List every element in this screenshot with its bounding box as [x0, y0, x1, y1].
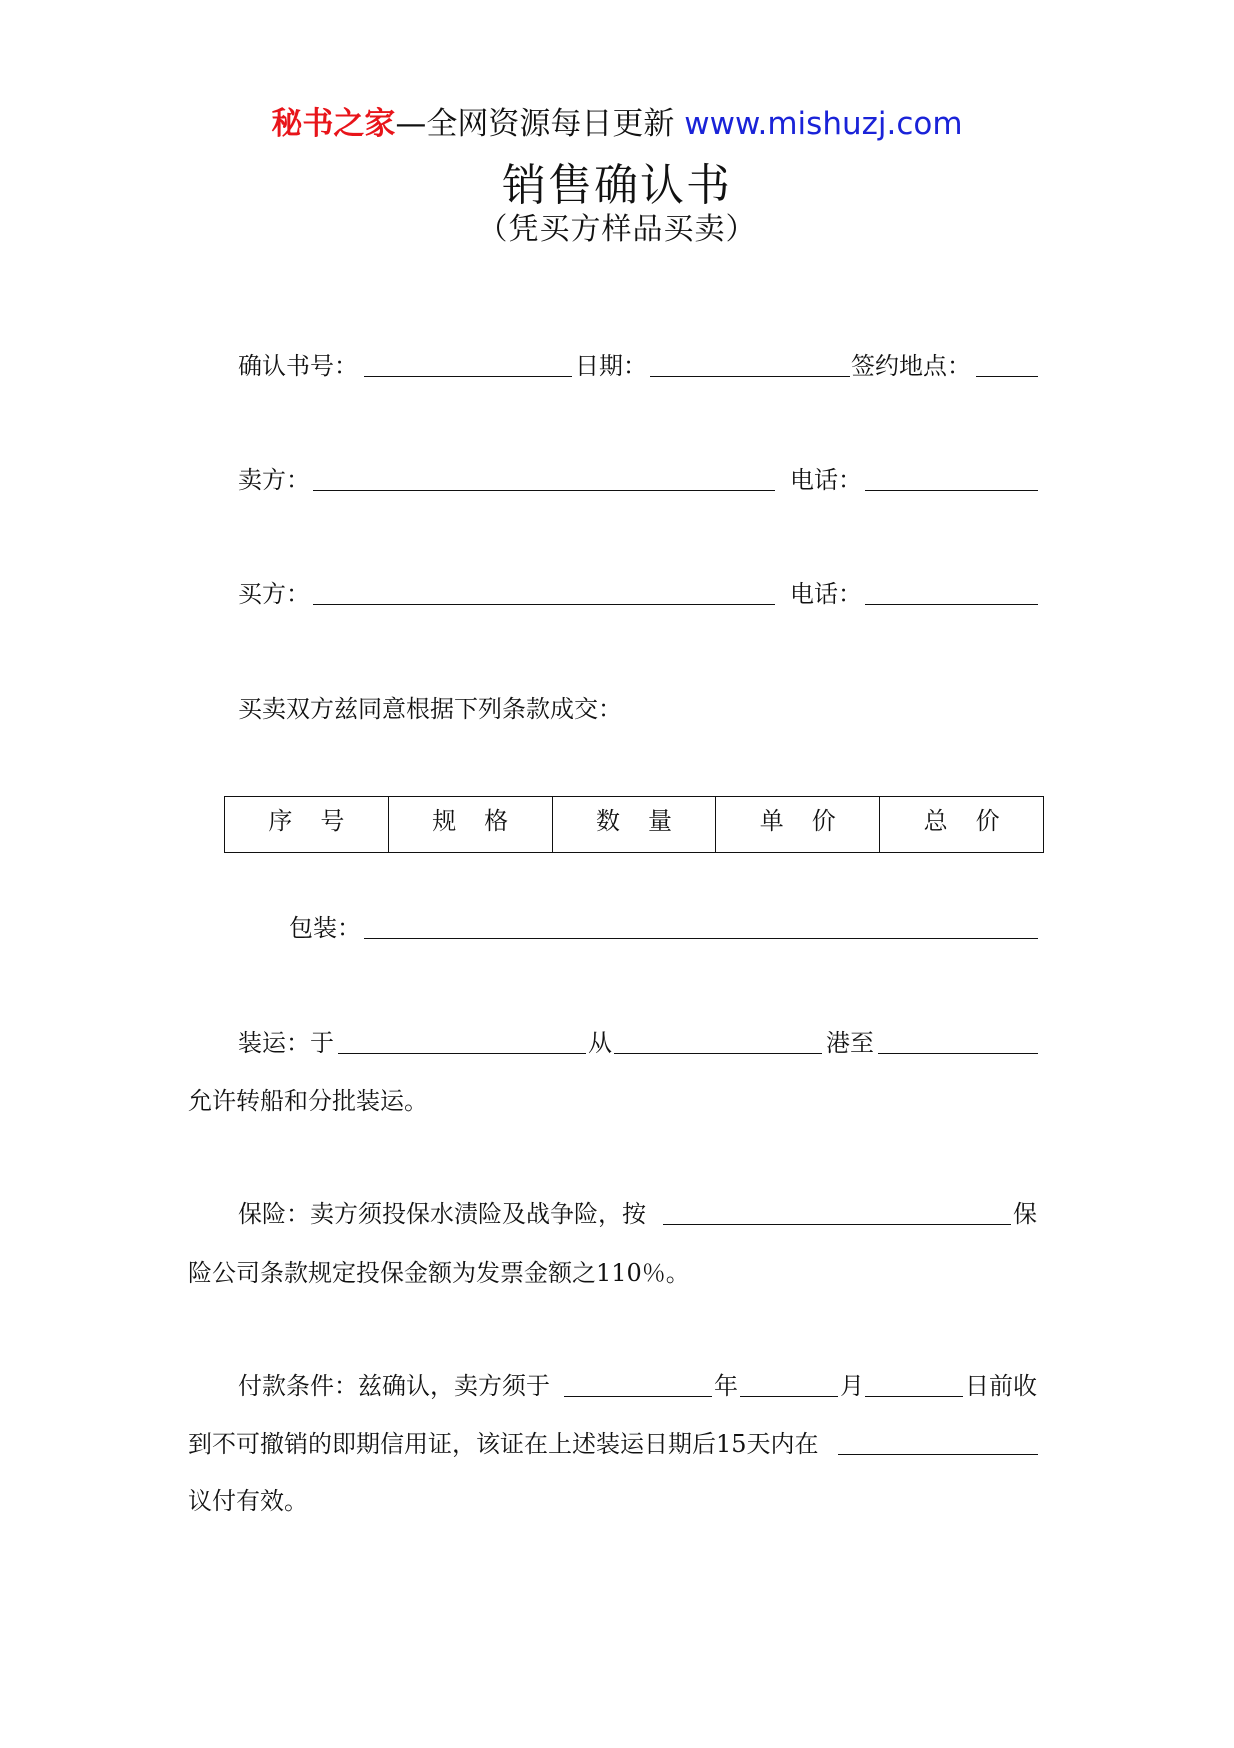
seller-phone-field[interactable]: [865, 490, 1038, 491]
banner-slogan: —全网资源每日更新: [395, 106, 675, 142]
payment-month-label: 月: [840, 1372, 864, 1400]
insurance-tail: 保: [1013, 1200, 1037, 1228]
signing-place-label: 签约地点：: [851, 352, 971, 380]
seller-field[interactable]: [313, 490, 775, 491]
date-field[interactable]: [650, 376, 850, 377]
buyer-field[interactable]: [313, 604, 775, 605]
buyer-label: 买方：: [238, 580, 310, 608]
site-banner: [0, 104, 1234, 144]
seller-label: 卖方：: [238, 466, 310, 494]
header-total-price: 总价: [880, 797, 1044, 853]
signing-place-field[interactable]: [976, 376, 1038, 377]
seller-phone-label: 电话：: [790, 466, 862, 494]
banner-url-link[interactable]: www.mishuzj.com: [684, 106, 963, 142]
payment-month-field[interactable]: [740, 1396, 838, 1397]
header-quantity: 数量: [552, 797, 716, 853]
buyer-phone-label: 电话：: [790, 580, 862, 608]
insurance-company-field[interactable]: [663, 1224, 1011, 1225]
buyer-phone-field[interactable]: [865, 604, 1038, 605]
shipment-note: 允许转船和分批装运。: [188, 1087, 428, 1115]
header-serial-no: 序号: [225, 797, 389, 853]
goods-table: [224, 796, 1044, 853]
payment-day-field[interactable]: [865, 1396, 963, 1397]
confirmation-no-field[interactable]: [364, 376, 572, 377]
insurance-label: 保险：卖方须投保水渍险及战争险，按: [238, 1200, 646, 1228]
packing-label: 包装：: [289, 914, 361, 942]
date-label: 日期：: [575, 352, 647, 380]
payment-label: 付款条件：兹确认，卖方须于: [238, 1372, 550, 1400]
header-unit-price: 单价: [716, 797, 880, 853]
payment-negotiation-place-field[interactable]: [838, 1454, 1038, 1455]
document-title: 销售确认书: [502, 160, 732, 211]
shipment-label: 装运：于: [238, 1029, 334, 1057]
header-specification: 规格: [388, 797, 552, 853]
goods-table-header-row: [225, 797, 1044, 853]
shipment-port-from-field[interactable]: [614, 1053, 822, 1054]
payment-year-label: 年: [714, 1372, 738, 1400]
payment-terms-line: 到不可撤销的即期信用证，该证在上述装运日期后15天内在: [188, 1430, 819, 1458]
payment-year-field[interactable]: [564, 1396, 712, 1397]
packing-field[interactable]: [364, 938, 1038, 939]
payment-terms-end: 议付有效。: [188, 1487, 308, 1515]
agreement-intro: 买卖双方兹同意根据下列条款成交：: [238, 695, 622, 723]
document-subtitle: （凭买方样品买卖）: [477, 212, 757, 247]
payment-day-label: 日前收: [965, 1372, 1037, 1400]
shipment-port-to-label: 港至: [826, 1029, 874, 1057]
banner-brand: 秘书之家: [271, 106, 396, 142]
shipment-from-label: 从: [588, 1029, 612, 1057]
insurance-note: 险公司条款规定投保金额为发票金额之110％。: [188, 1259, 690, 1287]
shipment-port-to-field[interactable]: [878, 1053, 1038, 1054]
shipment-time-field[interactable]: [338, 1053, 586, 1054]
confirmation-no-label: 确认书号：: [238, 352, 358, 380]
